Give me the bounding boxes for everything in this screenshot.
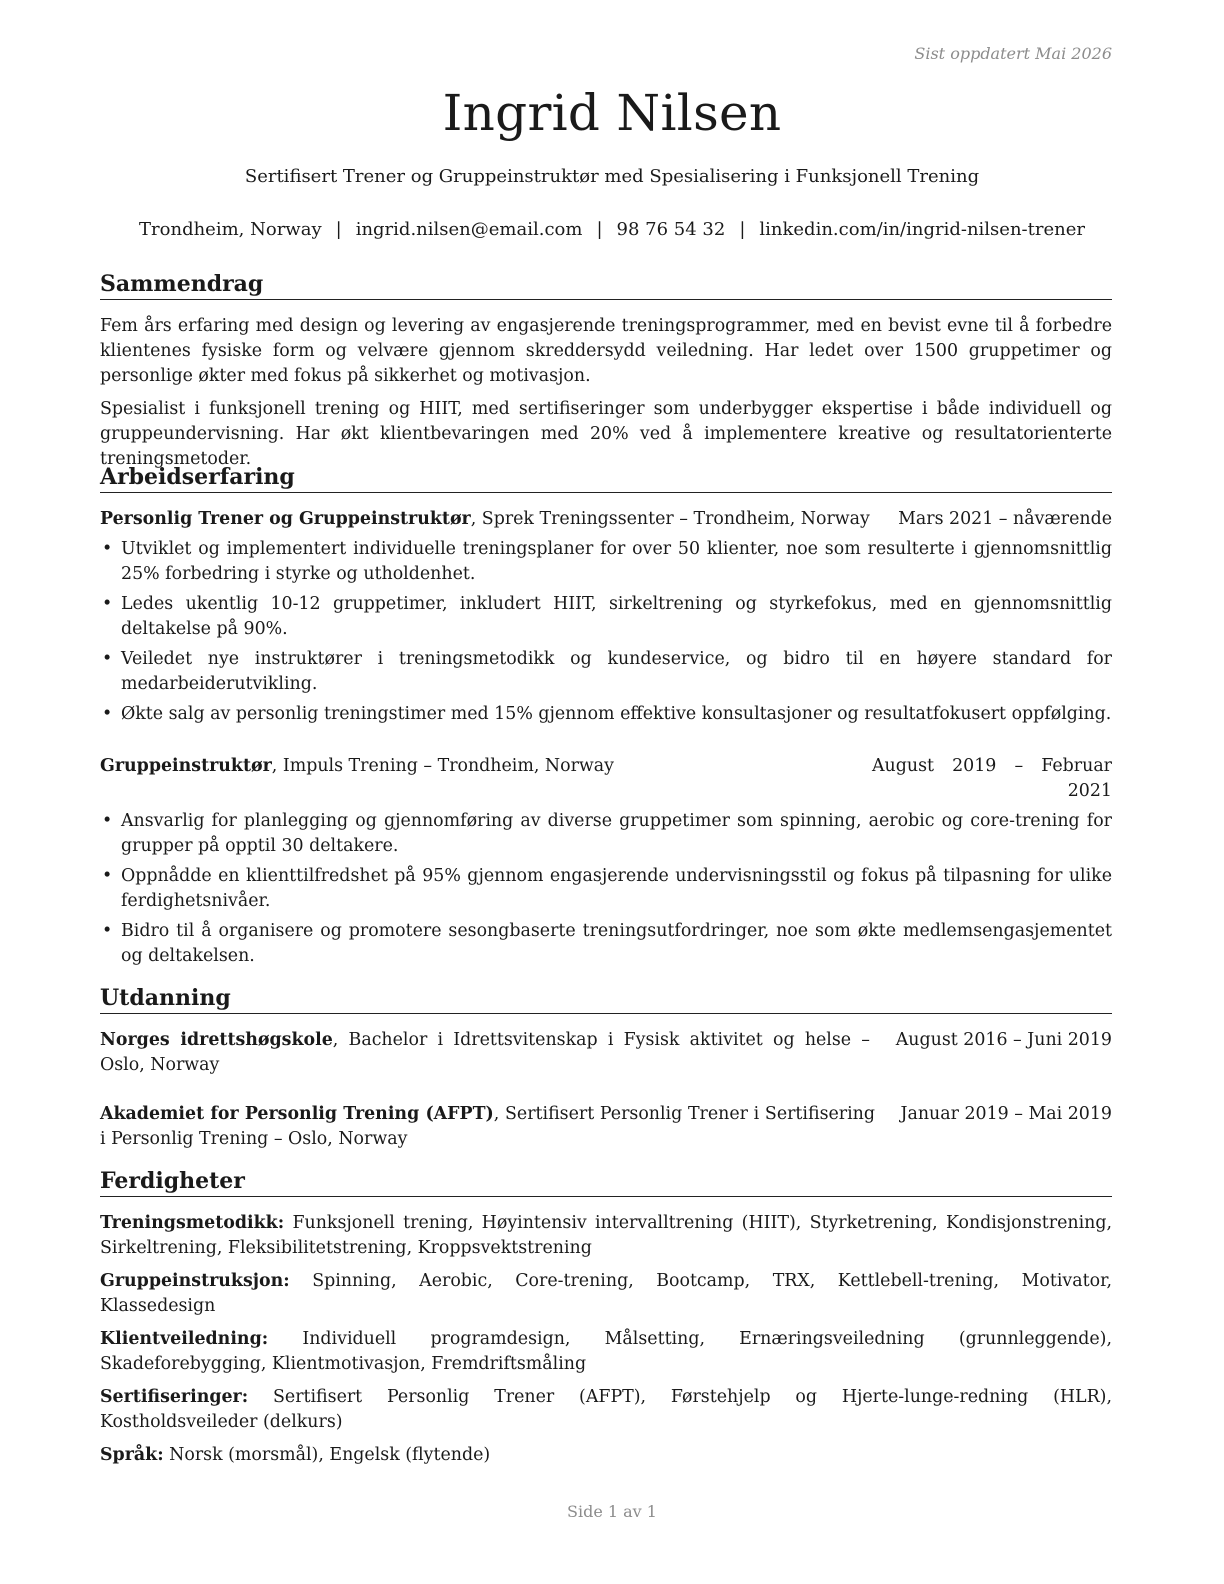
- job-bullets: [100, 537, 1112, 727]
- skill-row: [100, 1443, 1112, 1468]
- job-dates: August 2019 – Februar 2021: [872, 756, 1112, 801]
- education-detail: , Bachelor i Idrettsvitenskap i Fysisk aktivitet og helse – Oslo, Norway: [100, 1030, 871, 1075]
- list-item: • Ledes ukentlig 10-12 gruppetimer, inkludert HIIT, sirkeltrening og styrkefokus, med en gjennomsnittlig deltakelse på 90%.: [100, 592, 1112, 642]
- contact-separator: |: [335, 219, 342, 240]
- skill-text: Sertifisert Personlig Trener (AFPT), Førstehjelp og Hjerte-lunge-redning (HLR), Kostholdsveileder (delkurs): [100, 1387, 1112, 1432]
- section-title-skills: Ferdigheter: [100, 1167, 1112, 1197]
- skill-label: Klientveiledning:: [100, 1329, 269, 1349]
- contact-location: Trondheim, Norway: [139, 219, 322, 240]
- skills-section: [100, 1167, 1112, 1468]
- education-dates: August 2016 – Juni 2019: [895, 1030, 1112, 1050]
- skill-label: Treningsmetodikk:: [100, 1213, 285, 1233]
- skill-text: Funksjonell trening, Høyintensiv intervalltrening (HIIT), Styrketrening, Kondisjonstrening, Sirkeltrening, Fleksibilitetstrening, Kroppsvektstrening: [100, 1213, 1112, 1258]
- skill-text: Individuell programdesign, Målsetting, Ernæringsveiledning (grunnleggende), Skadeforebygging, Klientmotivasjon, Fremdriftsmåling: [100, 1329, 1112, 1374]
- headline: Sertifisert Trener og Gruppeinstruktør med Spesialisering i Funksjonell Trening: [244, 166, 980, 187]
- contact-phone: 98 76 54 32: [616, 219, 726, 240]
- page-number: Side 1 av 1: [567, 1502, 657, 1521]
- section-title-summary: Sammendrag: [100, 270, 1112, 300]
- list-item: • Oppnådde en klienttilfredshet på 95% gjennom engasjerende undervisningsstil og fokus på tilpasning for ulike ferdighetsnivåer.: [100, 864, 1112, 914]
- skill-label: Sertifiseringer:: [100, 1387, 249, 1407]
- summary-paragraph: Spesialist i funksjonell trening og HIIT, med sertifiseringer som underbygger ekspertise i både individuell og gruppeundervisning. Har økt klientbevaringen med 20% ved å implementere kreative og resultatorienterte treningsmetoder.: [100, 399, 1112, 469]
- skill-row: [100, 1211, 1112, 1261]
- last-updated: Sist oppdatert Mai 2026: [914, 44, 1112, 63]
- skill-row: [100, 1269, 1112, 1319]
- job-org: , Sprek Treningssenter – Trondheim, Norway: [470, 509, 870, 529]
- summary-paragraph: Fem års erfaring med design og levering av engasjerende treningsprogrammer, med en bevist evne til å forbedre klientenes fysiske form og velvære gjennom skreddersydd veiledning. Har ledet over 1500 gruppetimer og personlige økter med fokus på sikkerhet og motivasjon.: [100, 316, 1112, 386]
- education-dates: Januar 2019 – Mai 2019: [900, 1104, 1112, 1124]
- education-entry: [100, 1028, 1112, 1078]
- job-role: Personlig Trener og Gruppeinstruktør: [100, 509, 471, 529]
- skill-label: Gruppeinstruksjon:: [100, 1271, 290, 1291]
- list-item: • Bidro til å organisere og promotere sesongbaserte treningsutfordringer, noe som økte medlemsengasjementet og deltakelsen.: [100, 919, 1112, 969]
- list-item: • Ansvarlig for planlegging og gjennomføring av diverse gruppetimer som spinning, aerobic og core-trening for grupper på opptil 30 deltakere.: [100, 809, 1112, 859]
- education-school: Akademiet for Personlig Trening (AFPT): [100, 1104, 494, 1124]
- job-entry: [100, 507, 1112, 727]
- job-entry: [100, 754, 1112, 969]
- section-title-experience: Arbeidserfaring: [100, 463, 1112, 493]
- skill-text: Spinning, Aerobic, Core-trening, Bootcamp, TRX, Kettlebell-trening, Motivator, Klassedesign: [100, 1271, 1112, 1316]
- education-detail: , Sertifisert Personlig Trener i Sertifisering i Personlig Trening – Oslo, Norway: [100, 1104, 875, 1149]
- candidate-name: Ingrid Nilsen: [442, 84, 782, 142]
- summary-section: [100, 270, 1112, 472]
- list-item: • Veiledet nye instruktører i treningsmetodikk og kundeservice, og bidro til en høyere standard for medarbeiderutvikling.: [100, 647, 1112, 697]
- section-title-education: Utdanning: [100, 984, 1112, 1014]
- contact-separator: |: [596, 219, 603, 240]
- experience-section: [100, 463, 1112, 969]
- education-section: [100, 984, 1112, 1152]
- job-header: [100, 754, 1112, 804]
- contact-line: [0, 219, 1224, 240]
- job-org: , Impuls Trening – Trondheim, Norway: [271, 756, 614, 776]
- contact-separator: |: [739, 219, 746, 240]
- education-school: Norges idrettshøgskole: [100, 1030, 333, 1050]
- list-item: • Utviklet og implementert individuelle treningsplaner for over 50 klienter, noe som resulterte i gjennomsnittlig 25% forbedring i styrke og utholdenhet.: [100, 537, 1112, 587]
- skill-row: [100, 1385, 1112, 1435]
- skill-text: Norsk (morsmål), Engelsk (flytende): [163, 1445, 491, 1465]
- job-bullets: [100, 809, 1112, 969]
- job-header: [100, 507, 1112, 532]
- list-item: • Økte salg av personlig treningstimer med 15% gjennom effektive konsultasjoner og resultatfokusert oppfølging.: [100, 702, 1112, 727]
- contact-linkedin[interactable]: linkedin.com/in/ingrid-nilsen-trener: [759, 219, 1085, 240]
- job-dates: Mars 2021 – nåværende: [898, 509, 1112, 529]
- contact-email[interactable]: ingrid.nilsen@email.com: [355, 219, 583, 240]
- education-entry: [100, 1102, 1112, 1152]
- skill-row: [100, 1327, 1112, 1377]
- job-role: Gruppeinstruktør: [100, 756, 272, 776]
- skill-label: Språk:: [100, 1445, 164, 1465]
